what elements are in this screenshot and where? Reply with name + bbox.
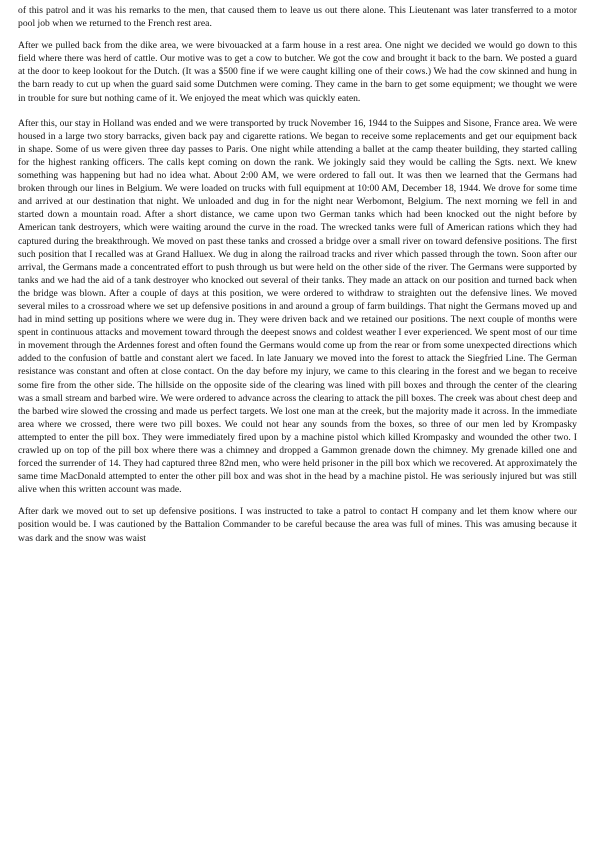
paragraph: After we pulled back from the dike area, we were bivouacked at a farm house in a rest area. One night we decided we would go down to this field where there was herd of cattle. Our motive was to get a cow to butcher. We got the cow and brought it back to the barn. We posted a guard at the door to keep lookout for the Dutch. (It was a $500 fine if we were caught killing one of their cows.) We had the cow skinned and hung in the barn ready to cut up when the guard said some Dutchmen were coming. They came in the barn to get some equipment; we thought we were in trouble for sure but nothing came of it. We enjoyed the meat which was quickly eaten. bbox=[18, 40, 577, 104]
paragraph: After this, our stay in Holland was ended and we were transported by truck November 16, 1944 to the Suippes and Sisone, France area. We were housed in a large two story barracks, given back pay and cigarette rations. We began to receive some replacements and get our equipment back in shape. Some of us were given three day passes to Paris. One night while attending a ballet at the camp theater building, they started calling for the highest ranking officers. The calls kept coming on down the rank. We jokingly said they would be calling the Sgts. next. We knew something was happening but had no idea what. About 2:00 AM, we were ordered to fall out. It was then we learned that the Germans had broken through our lines in Belgium. We were loaded on trucks with full equipment at 10:00 AM, December 18, 1944. We drove for some time and arrived at our destination that night. We unloaded and dug in for the night near Werbomont, Belgium. The next morning we fell in and started down a mountain road. After a short distance, we came upon two German tanks which had been knocked out the night before by American tank destroyers, which were waiting around the curve in the road. The wrecked tanks were full of American rations which they had captured during the breakthrough. We moved on past these tanks and crossed a bridge over a small river on toward defensive positions. The first such position that I recalled was at Grand Halluex. We dug in along the railroad tracks and river which passed through the town. Soon after our arrival, the Germans made a concentrated effort to push through us but were held on the other side of the river. The Germans were supported by tanks and we had the aid of a tank destroyer who knocked out several of their tanks. They made an attack on our position and turned back when the bridge was blown. After a couple of days at this position, we were ordered to withdraw to straighten out the defensive lines. We moved several miles to a crossroad where we set up defensive positions in and around a group of farm buildings. That night the Germans moved up and had in mind setting up positions where we were dug in. They were driven back and we retained our positions. The next couple of months were spent in continuous attacks and movement toward through the deepest snows and coldest weather I ever experienced. We spent most of our time in movement through the Ardennes forest and often found the Germans would come up from the rear or from some unexpected directions which added to the confusion of battle and constant alert we faced. In late January we moved into the forest to attack the Siegfried Line. The German resistance was constant and often at close contact. On the day before my injury, we came to this clearing in the forest and we began to receive some fire from the other side. The hillside on the opposite side of the clearing was lined with pill boxes and through the center of the clearing was a small stream and barbed wire. We were ordered to advance across the clearing to attack the pill boxes. The creek was about chest deep and the barbed wire slowed the crossing and made us perfect targets. We lost one man at the creek, but the majority made it across. In the immediate area where we crossed, there were two pill boxes. We could not hear any sounds from the boxes, so three of our men led by Krompasky attempted to enter the pill box. They were immediately fired upon by a machine pistol which killed Krompasky and wounded the other two. I crawled up on top of the pill box where there was a chimney and dropped a Gammon grenade down the chimney. My grenade killed one and forced the surrender of 14. They had captured three 82nd men, who were held prisoner in the pill box which we recovered. At approximately the same time MacDonald attempted to enter the other pill box and was shot in the head by a machine pistol. He was seriously injured but was still alive when this written account was made. bbox=[18, 117, 578, 496]
paragraph: After dark we moved out to set up defensive positions. I was instructed to take a patrol to contact H company and let them know where our position would be. I was cautioned by the Battalion Commander to be careful because the area was full of mines. This was amusing because it was dark and the snow was waist bbox=[18, 506, 577, 544]
paragraph: of this patrol and it was his remarks to the men, that caused them to leave us out there alone. This Lieutenant was later transferred to a motor pool job when we returned to the French rest area. bbox=[18, 5, 577, 30]
